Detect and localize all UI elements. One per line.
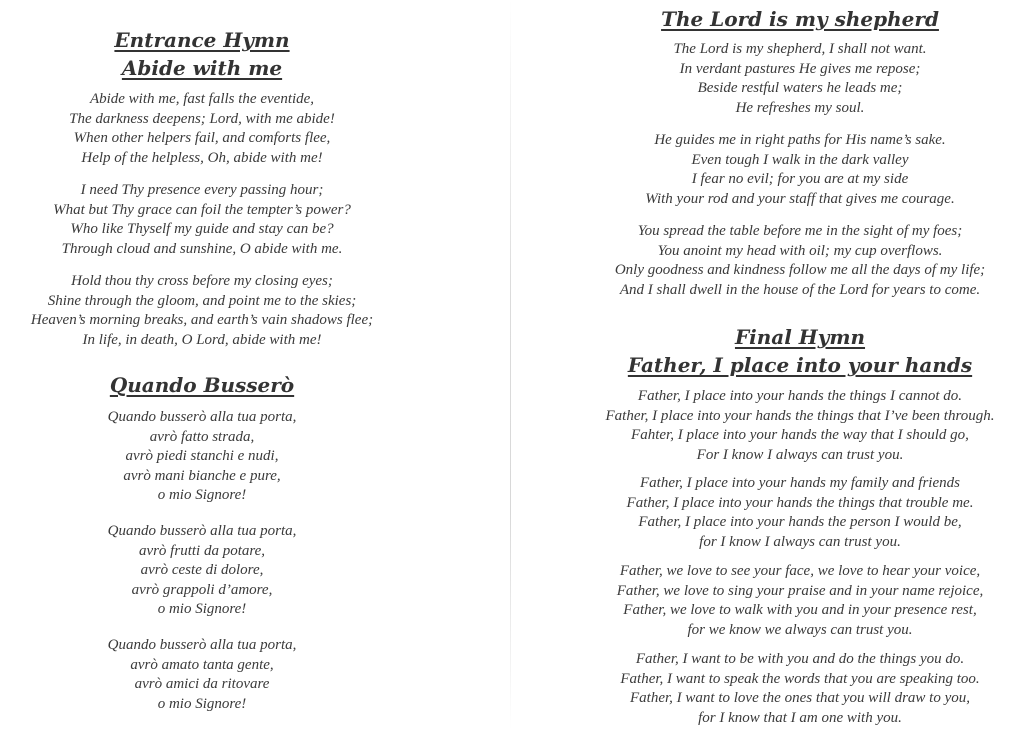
final-hymn-label: Final Hymn <box>734 325 866 349</box>
quando-stanza-1 <box>0 408 404 506</box>
verse-line: In life, in death, O Lord, abide with me! <box>82 331 322 348</box>
verse-line: Beside restful waters he leads me; <box>697 80 903 96</box>
verse-line: avrò piedi stanchi e nudi, <box>125 448 279 464</box>
verse-line: When other helpers fail, and comforts flee, <box>73 130 331 146</box>
final-stanza-1 <box>580 387 1020 465</box>
final-stanza-4 <box>580 650 1020 728</box>
verse-line: What but Thy grace can foil the tempter’s power? <box>53 201 351 218</box>
verse-line: The Lord is my shepherd, I shall not want. <box>673 41 927 57</box>
verse-line: o mio Signore! <box>157 601 247 617</box>
entrance-stanza-1 <box>0 90 404 168</box>
verse-line: Quando busserò alla tua porta, <box>107 523 297 539</box>
verse-line: Father, I want to love the ones that you will draw to you, <box>630 690 970 706</box>
verse-line: Father, we love to see your face, we love to hear your voice, <box>619 563 981 579</box>
shepherd-block <box>580 5 1020 33</box>
verse-line: Father, I want to be with you and do the things you do. <box>635 651 965 667</box>
verse-line: avrò fatto strada, <box>149 428 255 445</box>
quando-stanza-3 <box>0 636 404 714</box>
final-stanza-3 <box>580 562 1020 640</box>
entrance-hymn-title: Abide with me <box>121 56 283 80</box>
quando-title: Quando Busserò <box>109 373 295 397</box>
verse-line: Father, I place into your hands the things that trouble me. <box>626 494 974 511</box>
verse-line: In verdant pastures He gives me repose; <box>679 60 921 77</box>
verse-line: Father, I place into your hands the things I cannot do. <box>637 388 963 404</box>
verse-line: avrò ceste di dolore, <box>140 562 264 578</box>
verse-line: Abide with me, fast falls the eventide, <box>89 91 315 107</box>
verse-line: Quando busserò alla tua porta, <box>107 637 297 653</box>
verse-line: Help of the helpless, Oh, abide with me! <box>81 149 323 166</box>
shepherd-stanza-1 <box>580 40 1020 118</box>
verse-line: for I know I always can trust you. <box>699 533 901 550</box>
verse-line: for we know we always can trust you. <box>687 621 913 638</box>
shepherd-title: The Lord is my shepherd <box>661 7 939 31</box>
verse-line: Fahter, I place into your hands the way that I should go, <box>631 427 969 443</box>
verse-line: avrò grappoli d’amore, <box>131 581 273 598</box>
verse-line: avrò amici da ritovare <box>134 676 270 692</box>
entrance-stanza-2 <box>0 181 404 259</box>
verse-line: Only goodness and kindness follow me all the days of my life; <box>614 262 986 278</box>
final-stanza-2 <box>580 474 1020 552</box>
verse-line: Father, we love to sing your praise and in your name rejoice, <box>616 582 984 599</box>
entrance-hymn-block <box>0 26 404 82</box>
verse-line: Shine through the gloom, and point me to the skies; <box>47 292 357 309</box>
verse-line: avrò frutti da potare, <box>138 542 266 559</box>
shepherd-stanza-2 <box>580 131 1020 209</box>
verse-line: Father, I want to speak the words that you are speaking too. <box>620 670 980 687</box>
verse-line: Heaven’s morning breaks, and earth’s vain shadows flee; <box>30 312 374 328</box>
entrance-stanza-3 <box>0 272 404 350</box>
verse-line: With your rod and your staff that gives me courage. <box>645 190 955 207</box>
verse-line: o mio Signore! <box>157 487 247 503</box>
verse-line: For I know I always can trust you. <box>696 446 904 463</box>
verse-line: Who like Thyself my guide and stay can be? <box>70 221 334 237</box>
verse-line: And I shall dwell in the house of the Lord for years to come. <box>619 281 981 298</box>
verse-line: I need Thy presence every passing hour; <box>80 182 324 198</box>
verse-line: avrò amato tanta gente, <box>130 656 274 673</box>
final-hymn-block <box>580 323 1020 379</box>
verse-line: The darkness deepens; Lord, with me abide! <box>69 110 335 127</box>
verse-line: Father, I place into your hands my family and friends <box>640 475 960 491</box>
verse-line: Father, we love to walk with you and in your presence rest, <box>623 602 977 618</box>
page-fold <box>510 0 511 730</box>
entrance-hymn-label: Entrance Hymn <box>114 28 290 52</box>
verse-line: avrò mani bianche e pure, <box>123 467 281 484</box>
verse-line: Through cloud and sunshine, O abide with me. <box>61 240 343 257</box>
shepherd-stanza-3 <box>580 222 1020 300</box>
verse-line: Father, I place into your hands the things that I’ve been through. <box>605 407 995 424</box>
verse-line: You spread the table before me in the sight of my foes; <box>637 223 963 239</box>
verse-line: Hold thou thy cross before my closing eyes; <box>71 273 333 289</box>
verse-line: I fear no evil; for you are at my side <box>691 171 909 187</box>
verse-line: Father, I place into your hands the person I would be, <box>638 514 962 530</box>
quando-stanza-2 <box>0 522 404 620</box>
verse-line: Even tough I walk in the dark valley <box>691 151 909 168</box>
verse-line: Quando busserò alla tua porta, <box>107 409 297 425</box>
quando-block <box>0 371 404 399</box>
verse-line: o mio Signore! <box>157 695 247 712</box>
verse-line: He guides me in right paths for His name’s sake. <box>654 132 946 148</box>
final-hymn-title: Father, I place into your hands <box>627 353 973 377</box>
verse-line: He refreshes my soul. <box>735 99 865 116</box>
verse-line: You anoint my head with oil; my cup overflows. <box>657 242 943 259</box>
verse-line: for I know that I am one with you. <box>698 709 902 726</box>
